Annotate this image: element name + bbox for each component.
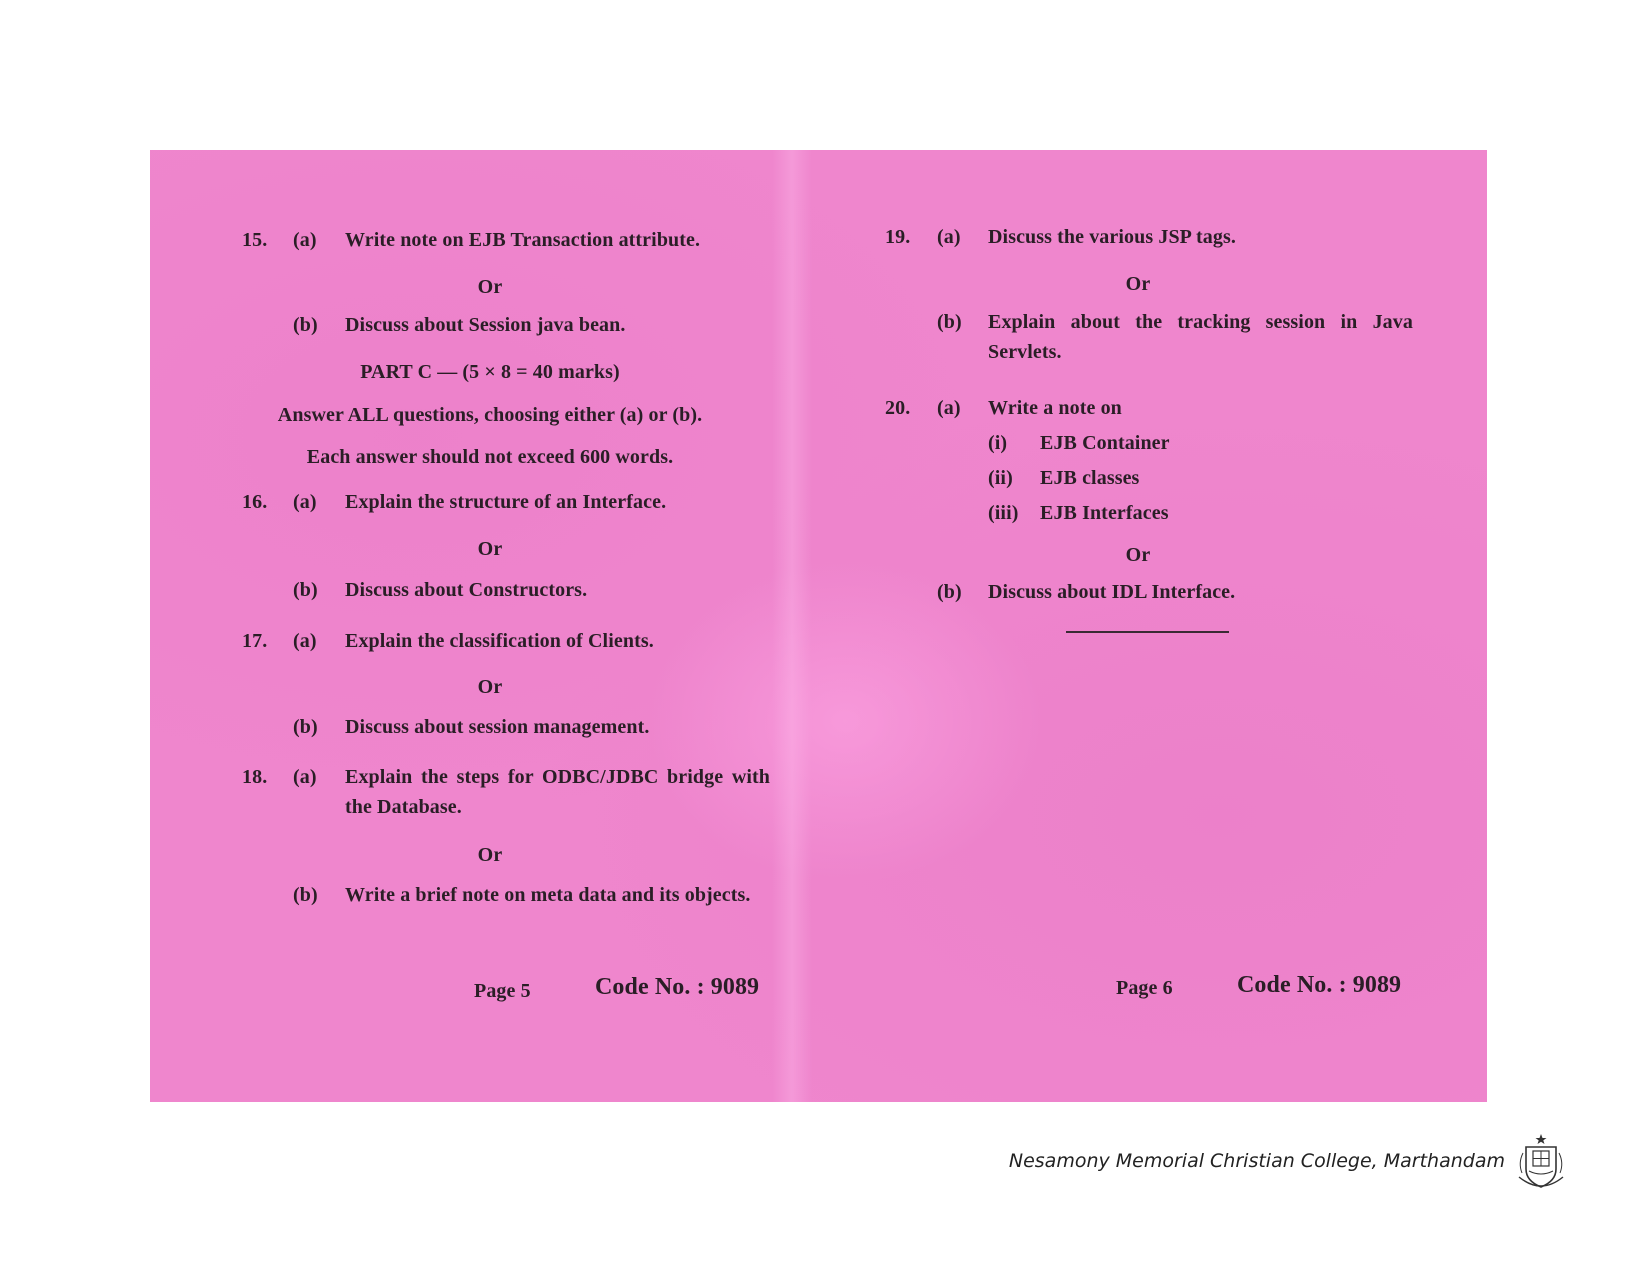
q16-a-text: Explain the structure of an Interface. [345, 491, 667, 513]
q19-b-text: Explain about the tracking session in Java Servlets. [988, 311, 1413, 363]
q16-a-label: (a) [293, 491, 317, 513]
q17-b-text: Discuss about session management. [345, 716, 650, 738]
q18-a-label: (a) [293, 766, 317, 788]
part-c-instruction-1: Answer ALL questions, choosing either (a) or (b). [277, 404, 703, 426]
q19-number: 19. [885, 226, 911, 248]
q20-a-label: (a) [937, 397, 961, 419]
q20-sub-i-text: EJB Container [1040, 432, 1170, 454]
q16-or: Or [477, 538, 503, 560]
left-code-number: Code No. : 9089 [595, 974, 760, 1000]
q19-a-label: (a) [937, 226, 961, 248]
q18-a-text: Explain the steps for ODBC/JDBC bridge with the Database. [345, 766, 770, 818]
end-of-paper-rule [1066, 631, 1229, 633]
q20-a-text: Write a note on [988, 397, 1122, 419]
q16-number: 16. [242, 491, 268, 513]
q15-number: 15. [242, 229, 268, 251]
q19-a-text: Discuss the various JSP tags. [988, 226, 1236, 248]
page-5-label: Page 5 [474, 980, 531, 1002]
right-code-number: Code No. : 9089 [1237, 972, 1402, 998]
scanned-question-paper [150, 150, 1487, 1102]
q15-or: Or [477, 276, 503, 298]
q18-b-label: (b) [293, 884, 318, 906]
page-6-label: Page 6 [1116, 977, 1173, 999]
q17-a-label: (a) [293, 630, 317, 652]
q20-sub-iii-label: (iii) [988, 502, 1019, 524]
q16-b-label: (b) [293, 579, 318, 601]
q20-b-text: Discuss about IDL Interface. [988, 581, 1236, 603]
q15-a-label: (a) [293, 229, 317, 251]
q15-b-label: (b) [293, 314, 318, 336]
q17-or: Or [477, 676, 503, 698]
q19-or: Or [1125, 273, 1151, 295]
college-crest-icon [1515, 1133, 1567, 1195]
q15-b-text: Discuss about Session java bean. [345, 314, 626, 336]
q17-a-text: Explain the classification of Clients. [345, 630, 654, 652]
q19-b-label: (b) [937, 311, 962, 333]
q20-sub-ii-label: (ii) [988, 467, 1013, 489]
q20-sub-ii-text: EJB classes [1040, 467, 1140, 489]
q15-a-text: Write note on EJB Transaction attribute. [345, 229, 701, 251]
college-name-footer: Nesamony Memorial Christian College, Marthandam [1008, 1150, 1505, 1172]
q20-number: 20. [885, 397, 911, 419]
part-c-heading: PART C — (5 × 8 = 40 marks) [360, 361, 620, 383]
q20-sub-i-label: (i) [988, 432, 1008, 454]
q18-b-text: Write a brief note on meta data and its objects. [345, 884, 751, 906]
q17-number: 17. [242, 630, 268, 652]
part-c-instruction-2: Each answer should not exceed 600 words. [306, 446, 674, 468]
q16-b-text: Discuss about Constructors. [345, 579, 588, 601]
q20-b-label: (b) [937, 581, 962, 603]
q18-or: Or [477, 844, 503, 866]
q20-sub-iii-text: EJB Interfaces [1040, 502, 1169, 524]
q18-number: 18. [242, 766, 268, 788]
q20-or: Or [1125, 544, 1151, 566]
q17-b-label: (b) [293, 716, 318, 738]
page-fold [772, 150, 812, 1102]
